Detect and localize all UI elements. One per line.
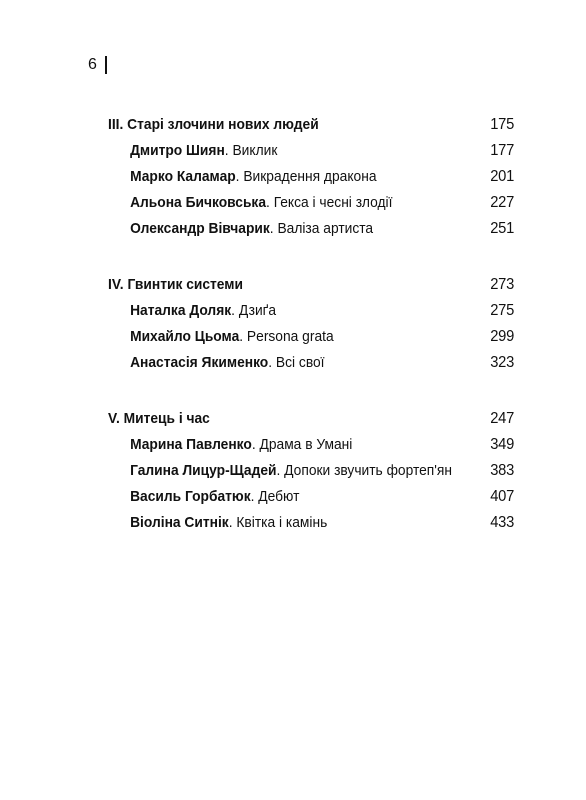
- entry-title: Драма в Умані: [259, 436, 353, 453]
- entry-page-number: 383: [490, 462, 515, 479]
- entry-text: Василь Горбатюк. Дебют: [130, 488, 300, 505]
- entry-text: Марина Павленко. Драма в Умані: [130, 436, 353, 453]
- entry-author: Альона Бичковська: [130, 194, 267, 211]
- entry-page-number: 251: [490, 220, 515, 237]
- toc-section: [108, 116, 514, 246]
- section-page-number: 247: [490, 410, 515, 427]
- entry-page-number: 407: [490, 488, 515, 505]
- entry-text: Дмитро Шиян. Виклик: [130, 142, 278, 159]
- section-title: IV. Гвинтик системи: [108, 276, 243, 293]
- entry-title: Дзиґа: [238, 302, 277, 319]
- page-number: 6: [88, 56, 97, 73]
- entry-page-number: 433: [490, 514, 515, 531]
- header-divider: [105, 56, 107, 74]
- entry-page-number: 275: [490, 302, 515, 319]
- entry-title: Дебют: [258, 488, 300, 505]
- entry-text: Віоліна Ситнік. Квітка і камінь: [130, 514, 328, 531]
- entry-author: Наталка Доляк: [130, 302, 232, 319]
- entry-title: Всі свої: [275, 354, 325, 371]
- entry-author: Марина Павленко: [130, 436, 252, 453]
- entry-page-number: 177: [490, 142, 515, 159]
- entry-title: Валіза артиста: [277, 220, 374, 237]
- entry-title: Допоки звучить фортеп'ян: [284, 462, 453, 479]
- entry-author: Василь Горбатюк: [130, 488, 251, 505]
- toc-section: [108, 410, 514, 540]
- entry-text: Альона Бичковська. Гекса і чесні злодії: [130, 194, 393, 211]
- entry-page-number: 299: [490, 328, 515, 345]
- entry-page-number: 201: [490, 168, 515, 185]
- entry-text: Олександр Вівчарик. Валіза артиста: [130, 220, 374, 237]
- table-of-contents: [108, 116, 514, 570]
- toc-entry: [108, 328, 514, 354]
- entry-author: Михайло Цьома: [130, 328, 240, 345]
- entry-page-number: 323: [490, 354, 515, 371]
- entry-title: Квітка і камінь: [236, 514, 328, 531]
- entry-page-number: 349: [490, 436, 515, 453]
- section-title: III. Старі злочини нових людей: [108, 116, 319, 133]
- entry-title: Гекса і чесні злодії: [273, 194, 393, 211]
- toc-section: [108, 276, 514, 380]
- toc-entry: [108, 354, 514, 380]
- entry-page-number: 227: [490, 194, 515, 211]
- entry-title: Persona grata: [246, 328, 334, 345]
- entry-author: Марко Каламар: [130, 168, 236, 185]
- page-header: [88, 56, 107, 74]
- section-page-number: 175: [490, 116, 515, 133]
- entry-text: Анастасія Якименко. Всі свої: [130, 354, 325, 371]
- entry-text: Галина Лицур-Щадей. Допоки звучить фортеп'ян: [130, 462, 453, 479]
- entry-author: Олександр Вівчарик: [130, 220, 270, 237]
- toc-entry: [108, 462, 514, 488]
- section-heading-row: [108, 410, 514, 436]
- toc-entry: [108, 436, 514, 462]
- entry-title: Виклик: [232, 142, 278, 159]
- entry-author: Анастасія Якименко: [130, 354, 269, 371]
- entry-text: Наталка Доляк. Дзиґа: [130, 302, 277, 319]
- toc-entry: [108, 142, 514, 168]
- section-heading-row: [108, 116, 514, 142]
- entry-author: Дмитро Шиян: [130, 142, 225, 159]
- entry-author: Галина Лицур-Щадей: [130, 462, 277, 479]
- toc-entry: [108, 302, 514, 328]
- toc-entry: [108, 168, 514, 194]
- section-title: V. Митець і час: [108, 410, 210, 427]
- section-heading-row: [108, 276, 514, 302]
- toc-entry: [108, 220, 514, 246]
- entry-text: Михайло Цьома. Persona grata: [130, 328, 334, 345]
- toc-entry: [108, 488, 514, 514]
- entry-text: Марко Каламар. Викрадення дракона: [130, 168, 377, 185]
- toc-entry: [108, 194, 514, 220]
- toc-entry: [108, 514, 514, 540]
- entry-title: Викрадення дракона: [243, 168, 377, 185]
- section-page-number: 273: [490, 276, 515, 293]
- entry-author: Віоліна Ситнік: [130, 514, 229, 531]
